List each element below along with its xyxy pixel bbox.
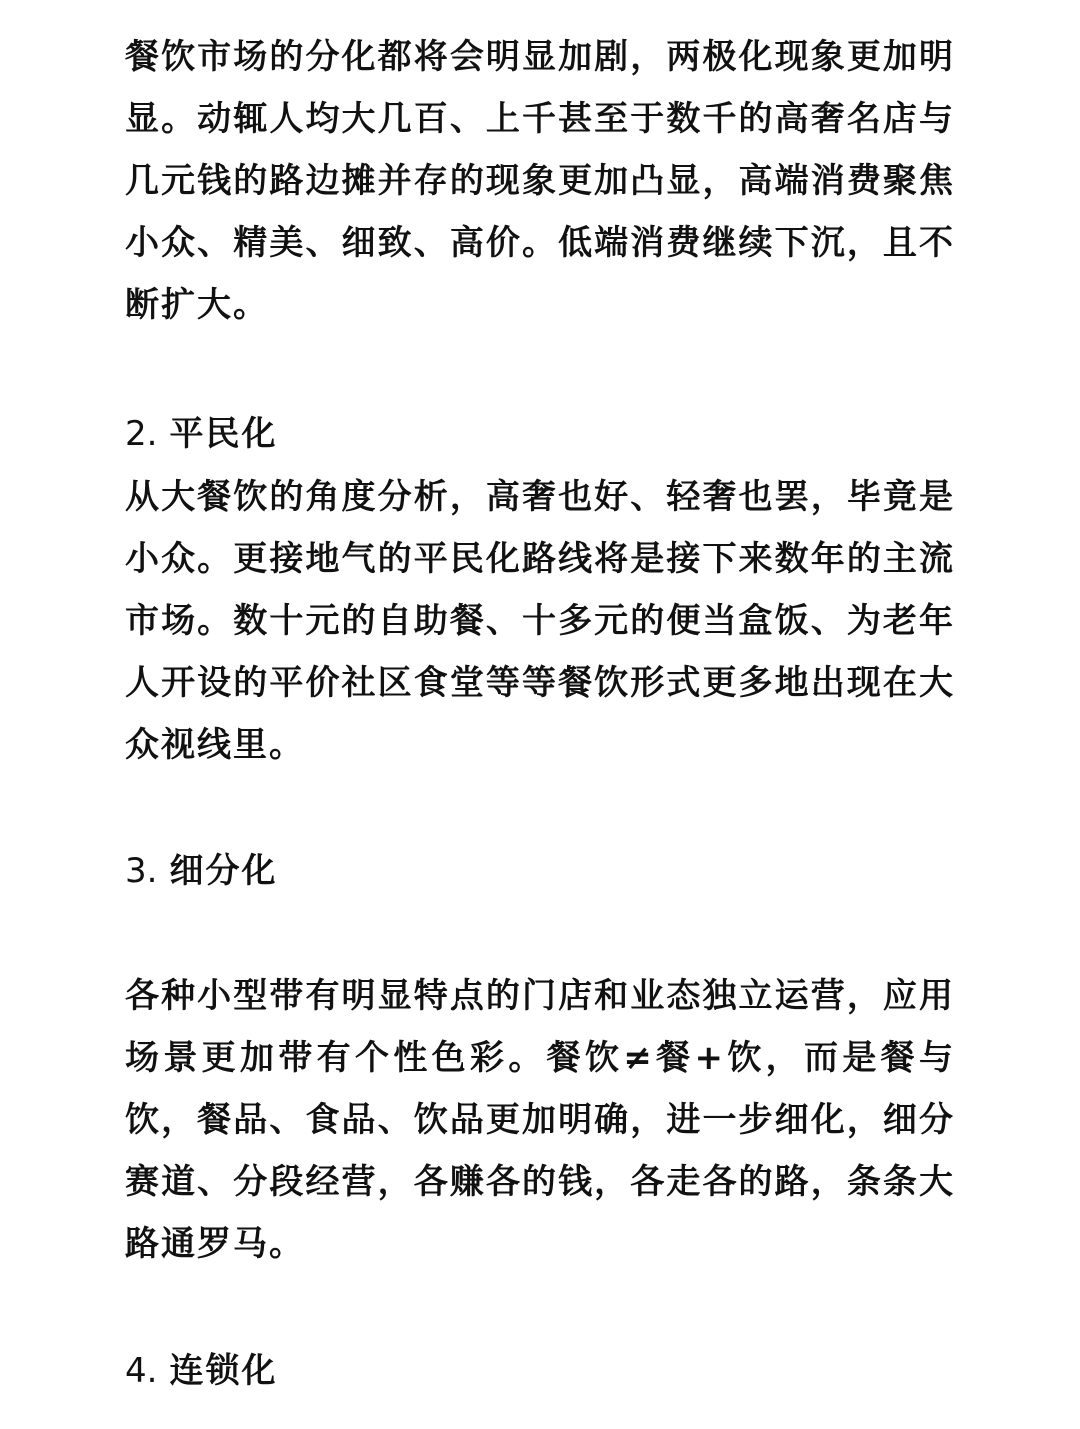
section-2-paragraph: 从大餐饮的角度分析，高奢也好、轻奢也罢，毕竟是小众。更接地气的平民化路线将是接下来数年的主流市场。数十元的自助餐、十多元的便当盒饭、为老年人开设的平价社区食堂等等餐饮形式更多地出现在大众视线里。 (125, 477, 955, 765)
section-2-number: 2. (125, 414, 158, 454)
section-3-heading (125, 840, 955, 902)
intro-paragraph: 餐饮市场的分化都将会明显加剧，两极化现象更加明显。动辄人均大几百、上千甚至于数千的高奢名店与几元钱的路边摊并存的现象更加凸显，高端消费聚焦小众、精美、细致、高价。低端消费继续下沉，且不断扩大。 (125, 37, 955, 325)
section-3-paragraph: 各种小型带有明显特点的门店和业态独立运营，应用场景更加带有个性色彩。餐饮≠餐+饮，而是餐与饮，餐品、食品、饮品更加明确，进一步细化，细分赛道、分段经营，各赚各的钱，各走各的路，条条大路通罗马。 (125, 976, 955, 1264)
section-3-title: 细分化 (169, 851, 278, 891)
section-3-number: 3. (125, 851, 158, 891)
section-4-heading (125, 1340, 955, 1402)
section-4-title: 连锁化 (169, 1351, 278, 1391)
section-2-title: 平民化 (169, 414, 278, 454)
section-4-number: 4. (125, 1351, 158, 1391)
section-2-heading (125, 403, 955, 465)
